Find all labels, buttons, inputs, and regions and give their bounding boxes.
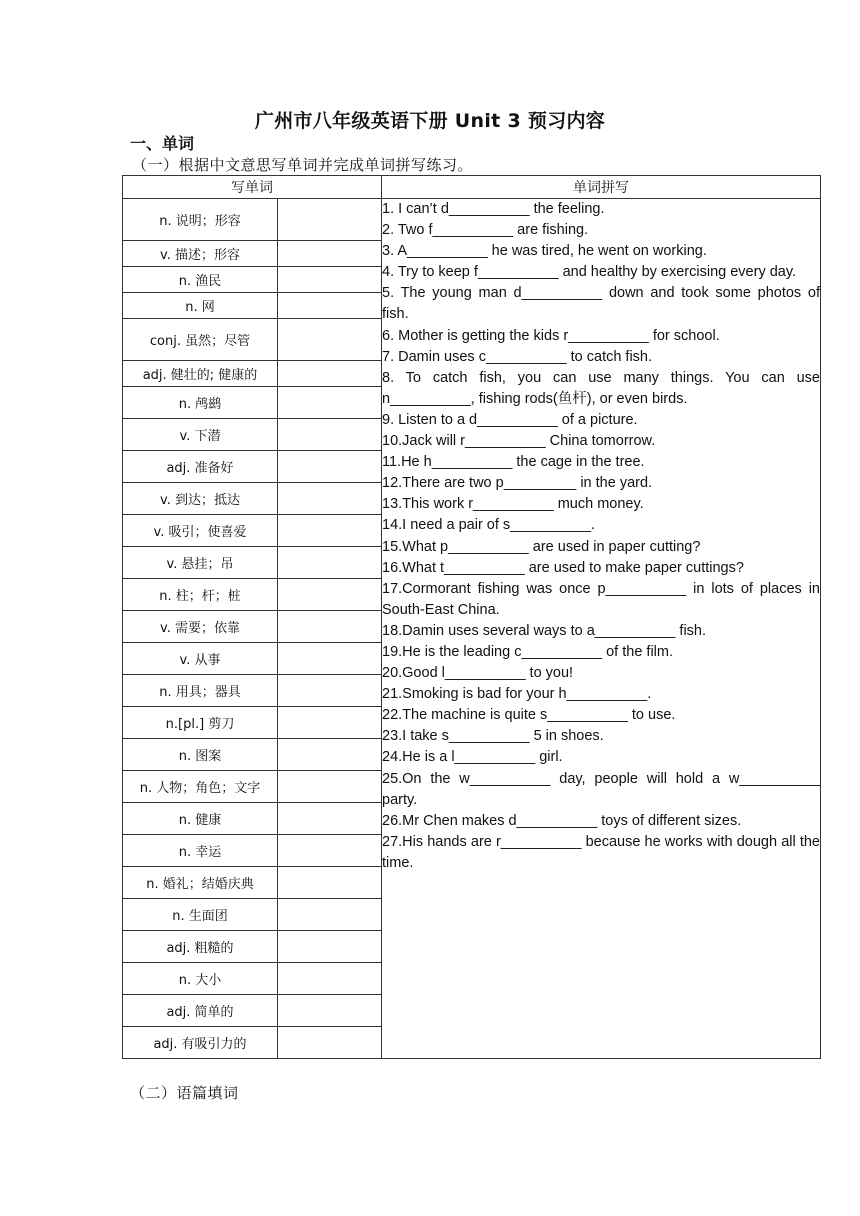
chinese-meaning: n. 大小 <box>123 963 278 995</box>
section-heading-vocabulary: 一、单词 <box>130 134 195 153</box>
spelling-sentence: 26.Mr Chen makes d__________ toys of different sizes. <box>382 812 742 829</box>
word-answer-cell[interactable] <box>278 515 382 547</box>
chinese-meaning: adj. 准备好 <box>123 451 278 483</box>
word-answer-cell[interactable] <box>278 611 382 643</box>
chinese-meaning: v. 到达；抵达 <box>123 483 278 515</box>
spelling-sentence: 18.Damin uses several ways to a__________ fish. <box>382 622 707 639</box>
spelling-sentence: 16.What t__________ are used to make paper cuttings? <box>382 559 744 576</box>
spelling-sentence: 2. Two f__________ are fishing. <box>382 222 589 239</box>
subsection-instruction: （一）根据中文意思写单词并完成单词拼写练习。 <box>132 156 474 174</box>
word-answer-cell[interactable] <box>278 643 382 675</box>
chinese-meaning: n. 健康 <box>123 803 278 835</box>
word-answer-cell[interactable] <box>278 267 382 293</box>
spelling-sentence: 21.Smoking is bad for your h__________. <box>382 686 652 703</box>
word-answer-cell[interactable] <box>278 1027 382 1059</box>
word-answer-cell[interactable] <box>278 451 382 483</box>
chinese-meaning: adj. 有吸引力的 <box>123 1027 278 1059</box>
spelling-sentence: 1. I can’t d__________ the feeling. <box>382 201 605 217</box>
spelling-sentence: 8. To catch fish, you can use many things. You can use n__________, fishing rods(鱼杆), or even birds. <box>382 369 820 407</box>
chinese-meaning: n. 柱；杆；桩 <box>123 579 278 611</box>
chinese-meaning: conj. 虽然；尽管 <box>123 319 278 361</box>
page-title: 广州市八年级英语下册 Unit 3 预习内容 <box>254 110 606 132</box>
word-answer-cell[interactable] <box>278 803 382 835</box>
chinese-meaning: n. 网 <box>123 293 278 319</box>
subsection-passage-fill: （二）语篇填词 <box>130 1084 239 1102</box>
spelling-sentence: 27.His hands are r__________ because he works with dough all the time. <box>382 833 820 871</box>
word-answer-cell[interactable] <box>278 579 382 611</box>
word-answer-cell[interactable] <box>278 899 382 931</box>
word-answer-cell[interactable] <box>278 241 382 267</box>
chinese-meaning: n.[pl.] 剪刀 <box>123 707 278 739</box>
spelling-sentence: 24.He is a l__________ girl. <box>382 749 563 766</box>
spelling-sentence: 12.There are two p_________ in the yard. <box>382 475 653 492</box>
word-answer-cell[interactable] <box>278 707 382 739</box>
spelling-sentence: 13.This work r__________ much money. <box>382 496 644 513</box>
spelling-sentence: 7. Damin uses c__________ to catch fish. <box>382 348 653 365</box>
spelling-exercise-cell <box>382 199 821 1059</box>
chinese-meaning: n. 人物；角色；文字 <box>123 771 278 803</box>
word-answer-cell[interactable] <box>278 995 382 1027</box>
word-answer-cell[interactable] <box>278 675 382 707</box>
chinese-meaning: v. 下潜 <box>123 419 278 451</box>
word-answer-cell[interactable] <box>278 835 382 867</box>
spelling-sentence: 11.He h__________ the cage in the tree. <box>382 454 645 471</box>
chinese-meaning: n. 用具；器具 <box>123 675 278 707</box>
chinese-meaning: n. 渔民 <box>123 267 278 293</box>
spelling-sentence: 10.Jack will r__________ China tomorrow. <box>382 433 656 450</box>
chinese-meaning: v. 需要；依靠 <box>123 611 278 643</box>
chinese-meaning: adj. 粗糙的 <box>123 931 278 963</box>
spelling-sentence: 22.The machine is quite s__________ to use. <box>382 707 676 724</box>
spelling-sentence: 15.What p__________ are used in paper cutting? <box>382 538 701 555</box>
chinese-meaning: v. 描述；形容 <box>123 241 278 267</box>
chinese-meaning: n. 鸬鹚 <box>123 387 278 419</box>
spelling-sentence: 9. Listen to a d__________ of a picture. <box>382 411 638 428</box>
word-answer-cell[interactable] <box>278 931 382 963</box>
spelling-sentence: 4. Try to keep f__________ and healthy by exercising every day. <box>382 264 797 281</box>
word-answer-cell[interactable] <box>278 867 382 899</box>
header-write-words: 写单词 <box>123 176 382 199</box>
chinese-meaning: adj. 健壮的; 健康的 <box>123 361 278 387</box>
word-answer-cell[interactable] <box>278 483 382 515</box>
spelling-sentence: 3. A__________ he was tired, he went on working. <box>382 243 707 260</box>
chinese-meaning: n. 幸运 <box>123 835 278 867</box>
word-answer-cell[interactable] <box>278 739 382 771</box>
word-answer-cell[interactable] <box>278 319 382 361</box>
table-header-row <box>123 176 821 199</box>
word-answer-cell[interactable] <box>278 293 382 319</box>
table-row <box>123 199 821 241</box>
spelling-sentence: 6. Mother is getting the kids r__________ for school. <box>382 327 720 344</box>
word-answer-cell[interactable] <box>278 199 382 241</box>
vocabulary-table <box>122 175 821 1059</box>
spelling-sentence: 14.I need a pair of s__________. <box>382 517 595 534</box>
spelling-sentence: 17.Cormorant fishing was once p__________ in lots of places in South-East China. <box>382 580 820 618</box>
chinese-meaning: n. 图案 <box>123 739 278 771</box>
word-answer-cell[interactable] <box>278 771 382 803</box>
spelling-sentence: 5. The young man d__________ down and took some photos of fish. <box>382 285 820 323</box>
header-spelling: 单词拼写 <box>382 176 821 199</box>
chinese-meaning: v. 从事 <box>123 643 278 675</box>
word-answer-cell[interactable] <box>278 963 382 995</box>
spelling-sentence: 23.I take s__________ 5 in shoes. <box>382 728 604 745</box>
word-answer-cell[interactable] <box>278 419 382 451</box>
chinese-meaning: v. 吸引；使喜爱 <box>123 515 278 547</box>
word-answer-cell[interactable] <box>278 387 382 419</box>
chinese-meaning: n. 生面团 <box>123 899 278 931</box>
word-answer-cell[interactable] <box>278 547 382 579</box>
chinese-meaning: n. 说明；形容 <box>123 199 278 241</box>
word-answer-cell[interactable] <box>278 361 382 387</box>
chinese-meaning: adj. 简单的 <box>123 995 278 1027</box>
chinese-meaning: n. 婚礼；结婚庆典 <box>123 867 278 899</box>
spelling-sentence: 25.On the w__________ day, people will hold a w__________ party. <box>382 770 820 808</box>
spelling-sentence: 19.He is the leading c__________ of the film. <box>382 643 674 660</box>
chinese-meaning: v. 悬挂；吊 <box>123 547 278 579</box>
spelling-sentence: 20.Good l__________ to you! <box>382 665 574 682</box>
